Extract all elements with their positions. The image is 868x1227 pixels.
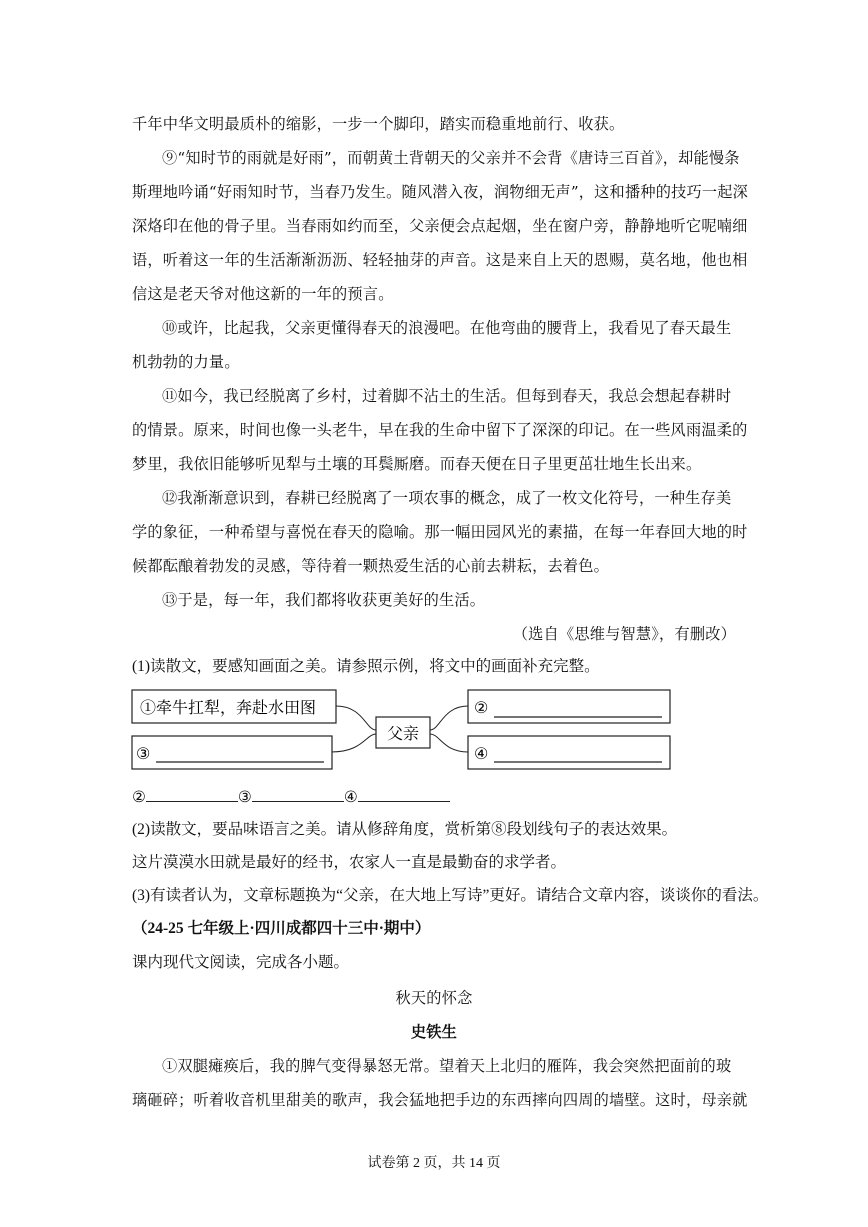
article-title: 秋天的怀念 bbox=[395, 989, 473, 1007]
paragraph-13: ⑬于是，每一年，我们都将收获更美好的生活。 bbox=[162, 591, 486, 609]
paragraph-11-line: ⑪如今，我已经脱离了乡村，过着脚不沾土的生活。但每到春天，我总会想起春耕时 bbox=[162, 387, 732, 405]
paragraph-12-line: 学的象征，一种希望与喜悦在春天的隐喻。那一幅田园风光的素描，在每一年春回大地的时 bbox=[132, 523, 748, 541]
paragraph-12-line: 候都酝酿着勃发的灵感，等待着一颗热爱生活的心前去耕耘，去着色。 bbox=[132, 557, 610, 575]
connector-line bbox=[331, 734, 376, 752]
question-2-sentence: 这片漠漠水田就是最好的经书，农家人一直是最勤奋的求学者。 bbox=[132, 854, 567, 871]
connector-line bbox=[430, 734, 468, 752]
paragraph-9-line: ⑨“知时节的雨就是好雨”，而朝黄土背朝天的父亲并不会背《唐诗三百首》，却能慢条 bbox=[162, 149, 740, 167]
mind-map-diagram bbox=[128, 684, 678, 774]
answer-blanks-row bbox=[132, 787, 738, 808]
paragraph-9-line: 斯理地吟诵“好雨知时节，当春乃发生。随风潜入夜，润物细无声”，这和播种的技巧一起深 bbox=[132, 183, 749, 201]
article-paragraph-1-line: ①双腿瘫痪后，我的脾气变得暴怒无常。望着天上北归的雁阵，我会突然把面前的玻 bbox=[162, 1057, 732, 1075]
question-3: (3)有读者认为，文章标题换为“父亲，在大地上写诗”更好。请结合文章内容，谈谈你的看法。 bbox=[132, 887, 769, 904]
blank-2-label: ② bbox=[132, 789, 146, 806]
paragraph-9-line: 信这是老天爷对他这新的一年的预言。 bbox=[132, 285, 394, 303]
paragraph-10-line: 机勃勃的力量。 bbox=[132, 353, 240, 371]
article-paragraph-1-line: 璃砸碎；听着收音机里甜美的歌声，我会猛地把手边的东西摔向四周的墙壁。这时，母亲就 bbox=[132, 1091, 748, 1109]
paragraph-9-line: 深烙印在他的骨子里。当春雨如约而至，父亲便会点起烟，坐在窗户旁，静静地听它呢喃细 bbox=[132, 217, 748, 235]
paragraph-9-line: 语，听着这一年的生活渐渐沥沥、轻轻抽芽的声音。这是来自上天的恩赐，莫名地，他也相 bbox=[132, 251, 748, 269]
blank-3-line[interactable] bbox=[252, 787, 344, 802]
question-1: (1)读散文，要感知画面之美。请参照示例，将文中的画面补充完整。 bbox=[132, 658, 600, 675]
answer-box-2 bbox=[468, 690, 670, 723]
blank-3-label: ③ bbox=[237, 789, 252, 806]
section-header: （24-25 七年级上·四川成都四十三中·期中） bbox=[132, 920, 431, 937]
paragraph-11-line: 梦里，我依旧能够听见犁与土壤的耳鬓厮磨。而春天便在日子里更茁壮地生长出来。 bbox=[132, 455, 702, 473]
paragraph-12-line: ⑫我渐渐意识到，春耕已经脱离了一项农事的概念，成了一枚文化符号，一种生存美 bbox=[162, 489, 732, 507]
box-3-label: ③ bbox=[136, 746, 151, 763]
blank-4-label: ④ bbox=[343, 789, 358, 806]
box-2-label: ② bbox=[474, 700, 489, 717]
blank-4-line[interactable] bbox=[358, 787, 450, 802]
paragraph-8-tail: 千年中华文明最质朴的缩影，一步一个脚印，踏实而稳重地前行、收获。 bbox=[132, 115, 625, 133]
source-citation: （选自《思维与智慧》，有删改） bbox=[512, 625, 736, 643]
answer-box-4 bbox=[468, 736, 670, 769]
section-instruction: 课内现代文阅读，完成各小题。 bbox=[132, 954, 350, 971]
question-2: (2)读散文，要品味语言之美。请从修辞角度，赏析第⑧段划线句子的表达效果。 bbox=[132, 821, 678, 838]
box-4-label: ④ bbox=[474, 746, 489, 763]
connector-line bbox=[336, 706, 376, 730]
article-author: 史铁生 bbox=[410, 1023, 458, 1041]
center-text: 父亲 bbox=[386, 724, 420, 743]
page-footer: 试卷第 2 页，共 14 页 bbox=[367, 1156, 501, 1171]
paragraph-11-line: 的情景。原来，时间也像一头老牛，早在我的生命中留下了深深的印记。在一些风雨温柔的 bbox=[132, 421, 748, 439]
example-text: ①牵牛扛犁，奔赴水田图 bbox=[140, 700, 317, 717]
paragraph-10-line: ⑩或许，比起我，父亲更懂得春天的浪漫吧。在他弯曲的腰背上，我看见了春天最生 bbox=[162, 319, 732, 337]
blank-2-line[interactable] bbox=[146, 787, 238, 802]
connector-line bbox=[430, 706, 468, 730]
answer-box-3 bbox=[132, 736, 332, 769]
